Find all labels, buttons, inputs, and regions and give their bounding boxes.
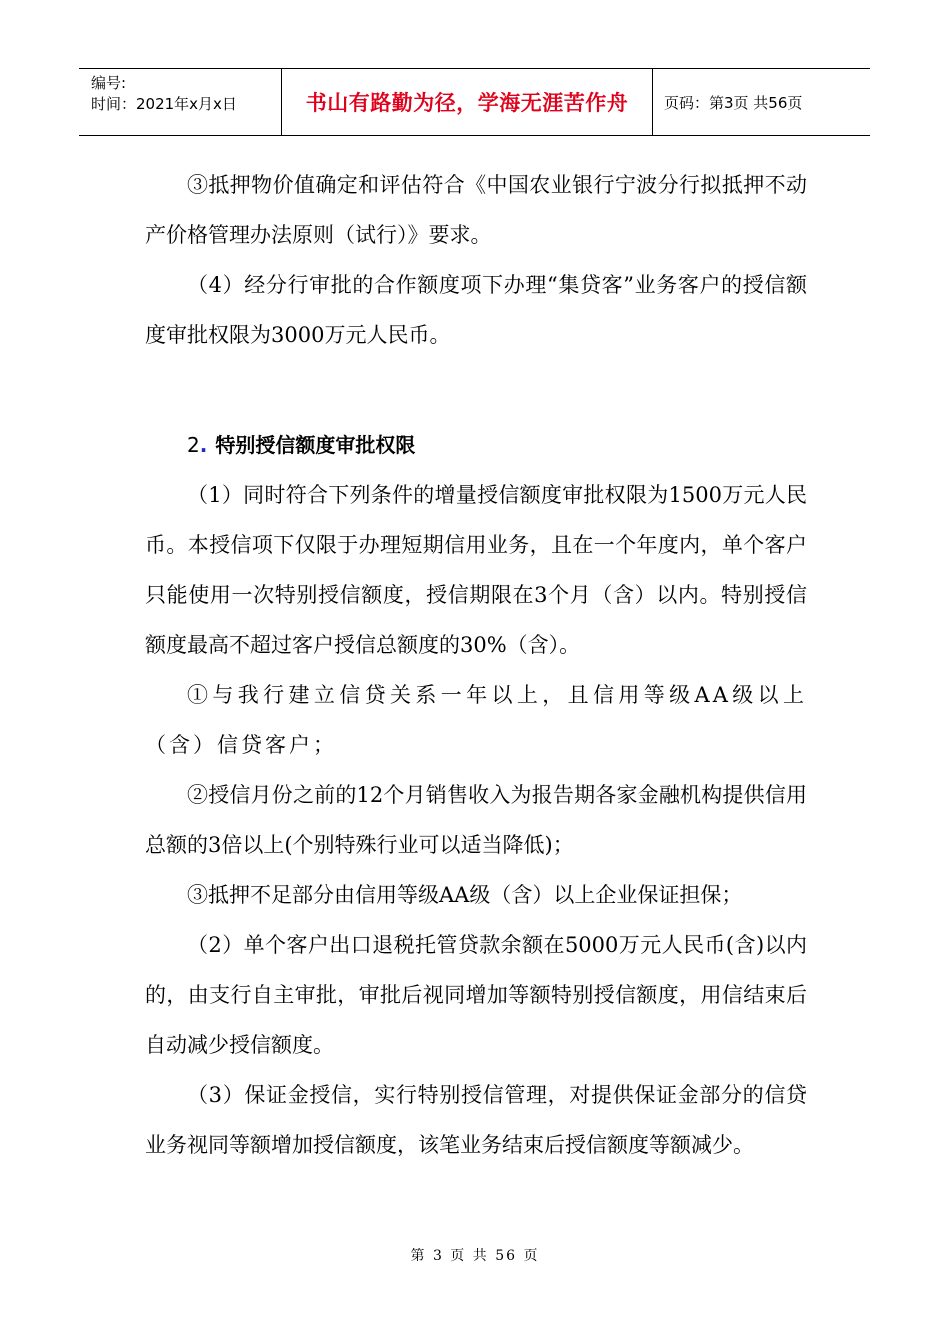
paragraph-condition-2: ②授信月份之前的12个月销售收入为报告期各家金融机构提供信用总额的3倍以上(个别特殊行业可以适当降低)； bbox=[145, 783, 807, 857]
paragraph-margin-credit: （3）保证金授信，实行特别授信管理，对提供保证金部分的信贷业务视同等额增加授信额度，该笔业务结束后授信额度等额减少。 bbox=[145, 1083, 807, 1157]
paragraph-special-credit-conditions: （1）同时符合下列条件的增量授信额度审批权限为1500万元人民币。本授信项下仅限于办理短期信用业务，且在一个年度内，单个客户只能使用一次特别授信额度，授信期限在3个月（含）以内。特别授信额度最高不超过客户授信总额度的30%（含）。 bbox=[145, 483, 807, 657]
document-body bbox=[145, 160, 807, 1170]
paragraph-condition-1: ①与我行建立信贷关系一年以上，且信用等级AA级以上（含）信贷客户； bbox=[145, 683, 807, 757]
header-page-label: 页码：第3页 共56页 bbox=[664, 93, 803, 112]
spacer bbox=[145, 360, 807, 410]
header-motto: 书山有路勤为径，学海无涯苦作舟 bbox=[282, 69, 653, 135]
paragraph-condition-3: ③抵押不足部分由信用等级AA级（含）以上企业保证担保； bbox=[187, 883, 743, 907]
page-footer: 第 3 页 共 56 页 bbox=[410, 1248, 540, 1264]
section-number: 2 bbox=[187, 433, 200, 457]
paragraph-export-tax-refund: （2）单个客户出口退税托管贷款余额在5000万元人民币(含)以内的，由支行自主审批，审批后视同增加等额特别授信额度，用信结束后自动减少授信额度。 bbox=[145, 933, 807, 1057]
document-time-label: 时间：2021年x月x日 bbox=[91, 95, 237, 113]
page-header bbox=[79, 68, 870, 136]
document-number-label: 编号: bbox=[91, 74, 127, 92]
header-meta bbox=[79, 69, 282, 135]
section-heading bbox=[145, 420, 807, 470]
section-dot: . bbox=[199, 433, 208, 457]
section-title: 特别授信额度审批权限 bbox=[215, 433, 416, 457]
paragraph-mortgage-valuation: ③抵押物价值确定和评估符合《中国农业银行宁波分行拟抵押不动产价格管理办法原则（试行）》要求。 bbox=[145, 173, 807, 247]
paragraph-cooperation-limit: （4）经分行审批的合作额度项下办理“集贷客”业务客户的授信额度审批权限为3000万元人民币。 bbox=[145, 273, 807, 347]
